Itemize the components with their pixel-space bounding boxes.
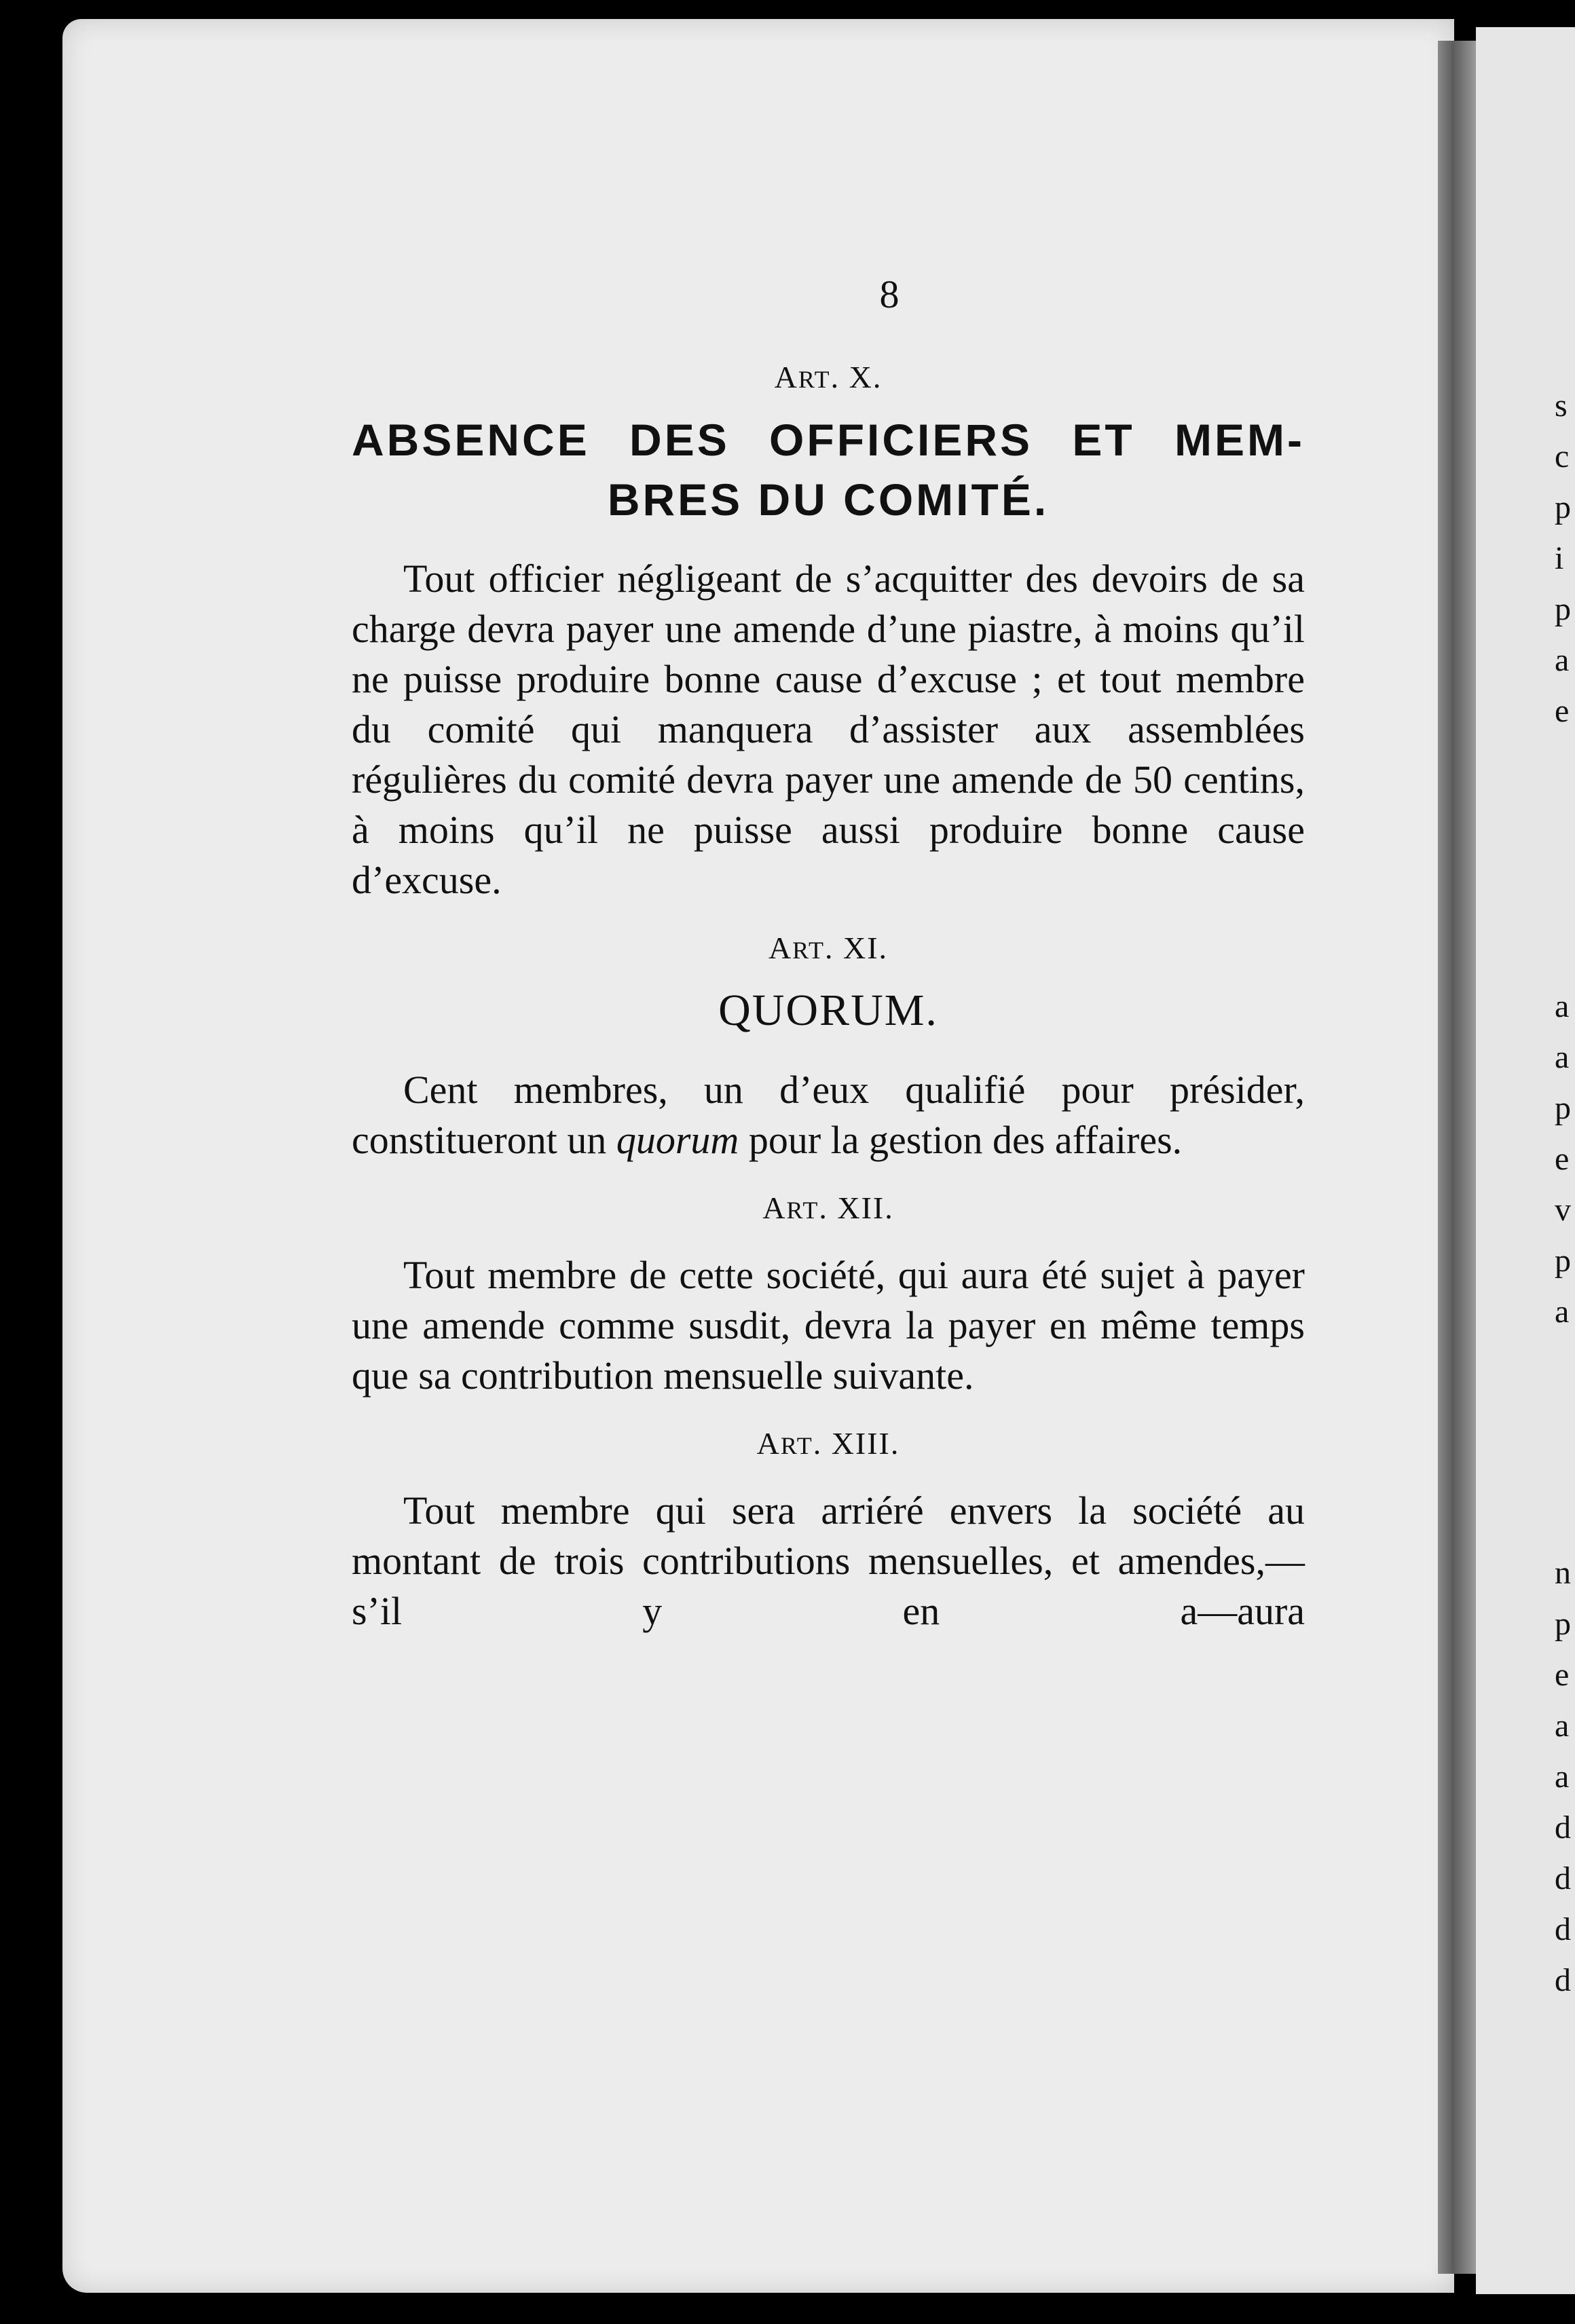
facing-letter: a — [1555, 1708, 1570, 1744]
section-heading — [352, 410, 1305, 529]
article-label-small: RT — [780, 1432, 813, 1459]
facing-page-text — [1555, 0, 1575, 2324]
book-gutter — [1438, 41, 1476, 2274]
heading-line-1: ABSENCE DES OFFICIERS ET MEM- — [352, 415, 1305, 465]
facing-letter: p — [1555, 1090, 1571, 1126]
facing-letter: d — [1555, 1962, 1571, 1998]
article-label-prefix: A — [768, 931, 793, 965]
facing-letter: e — [1555, 1657, 1570, 1693]
facing-letter: p — [1555, 1606, 1571, 1642]
article-label-small: RT — [798, 366, 831, 393]
facing-letter: p — [1555, 1243, 1571, 1279]
facing-letter: s — [1555, 388, 1568, 424]
article-paragraph: Tout membre qui sera arriéré envers la société au montant de trois contributions mensuelles, et amendes,—s’il y en a—aura — [352, 1488, 1305, 1633]
article-label-prefix: A — [762, 1191, 787, 1225]
facing-letter: v — [1555, 1192, 1571, 1228]
article-label-number: . XI. — [825, 931, 889, 965]
facing-letter: p — [1555, 591, 1571, 627]
article-label-number: . X. — [830, 360, 883, 394]
facing-letter: p — [1555, 489, 1571, 525]
section-heading: QUORUM. — [718, 986, 938, 1035]
facing-letter: e — [1555, 1141, 1570, 1177]
article-label-number: . XII. — [819, 1191, 894, 1225]
article-label — [352, 930, 1305, 966]
heading-line-2: BRES DU COMITÉ. — [607, 474, 1050, 525]
facing-letter: n — [1555, 1555, 1571, 1591]
article-paragraph — [352, 1065, 1305, 1165]
article-label-prefix: A — [774, 360, 798, 394]
paragraph-text: Cent membres, un d’eux qualifié pour présider, constitueront un — [352, 1068, 1305, 1162]
facing-letter: d — [1555, 1860, 1571, 1896]
paragraph-italic-text: quorum — [616, 1118, 739, 1162]
page-content — [352, 271, 1305, 1636]
facing-letter: c — [1555, 438, 1570, 474]
article-paragraph: Tout membre de cette société, qui aura été sujet à payer une amende comme susdit, devra la payer en même temps que sa contribution mensuelle suivante. — [352, 1253, 1305, 1398]
article-label — [352, 1190, 1305, 1226]
article-label — [352, 1425, 1305, 1461]
facing-letter: d — [1555, 1911, 1571, 1947]
facing-letter: i — [1555, 540, 1564, 576]
facing-letter: e — [1555, 693, 1570, 729]
article-label — [352, 359, 1305, 395]
article-paragraph: Tout officier négligeant de s’acquitter des devoirs de sa charge devra payer une amende d’une piastre, à moins qu’il ne puisse produire bonne cause d’excuse ; et tout membre du comité qui manquera d’assister aux assemblées régulières du comité devra payer une amende de 50 centins, à moins qu’il ne puisse aussi produire bonne cause d’excuse. — [352, 557, 1305, 902]
facing-letter: a — [1555, 988, 1570, 1024]
article-label-small: RT — [792, 937, 826, 964]
facing-letter: a — [1555, 642, 1570, 678]
article-label-number: . XIII. — [813, 1426, 900, 1461]
page-number: 8 — [879, 272, 900, 316]
paragraph-text: pour la gestion des affaires. — [739, 1118, 1183, 1162]
facing-letter: d — [1555, 1810, 1571, 1845]
article-label-prefix: A — [756, 1426, 781, 1461]
facing-letter: a — [1555, 1759, 1570, 1795]
facing-letter: a — [1555, 1039, 1570, 1075]
facing-letter: a — [1555, 1294, 1570, 1330]
article-label-small: RT — [786, 1197, 819, 1224]
